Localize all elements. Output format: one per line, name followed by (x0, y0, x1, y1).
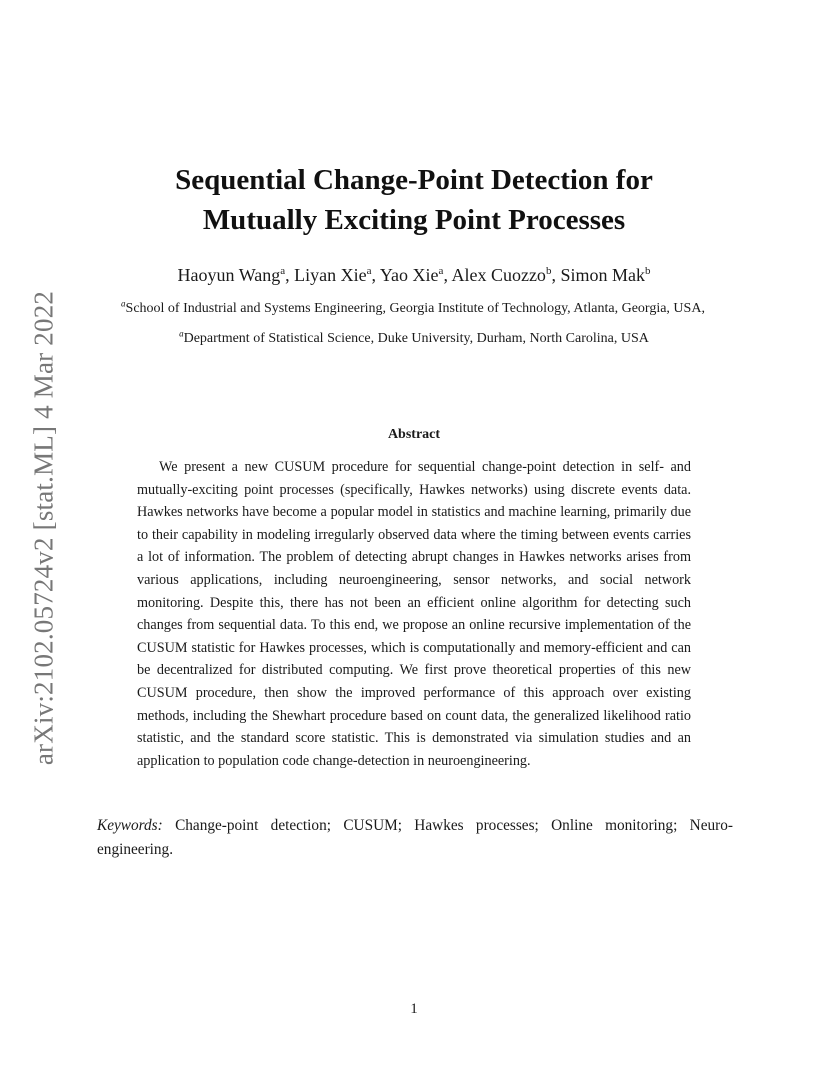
keywords-text: Change-point detection; CUSUM; Hawkes processes; Online monitoring; Neuro-engineering. (97, 817, 733, 858)
author-list (0, 262, 828, 288)
affiliation-duke: $^a$Department of Statistical Science, Duke University, Durham, North Carolina, USA (179, 328, 649, 346)
abstract-text: We present a new CUSUM procedure for sequential change-point detection in self- and mutually-exciting point processes (specifically, Hawkes networks) using discrete events data. Hawkes networks have become a popular model in statistics and machine learning, primarily due to their capability in modeling irregularly observed data where the timing between events carries a lot of information. The problem of detecting abrupt changes in Hawkes networks arises from various applications, including neuroengineering, sensor networks, and social network monitoring. Despite this, there has not been an efficient online algorithm for detecting such changes from sequential data. To this end, we propose an online recursive implementation of the CUSUM statistic for Hawkes processes, which is computationally and memory-efficient and can be decentralized for distributed computing. We first prove theoretical properties of this new CUSUM procedure, then show the improved performance of this approach over existing methods, including the Shewhart procedure based on count data, the generalized likelihood ratio statistic, and the standard score statistic. This is demonstrated via simulation studies and an application to population code change-detection in neuroengineering. (137, 459, 691, 769)
affiliation-marker: a (179, 328, 184, 339)
affiliation-georgia-tech: $^a$School of Industrial and Systems Engineering, Georgia Institute of Technology, Atlanta, Georgia, USA, (121, 298, 705, 316)
author: Simon Mak$^b$ (560, 265, 651, 285)
author: Liyan Xie$^a$, (294, 265, 380, 285)
title-line-1: Sequential Change-Point Detection for (175, 164, 653, 196)
author: Alex Cuozzo$^b$, (451, 265, 561, 285)
author: Haoyun Wang$^a$, (177, 265, 295, 285)
keywords-label: Keywords: (97, 817, 163, 834)
arxiv-identifier-stamp: arXiv:2102.05724v2 [stat.ML] 4 Mar 2022 (28, 290, 59, 766)
page-number: 1 (410, 1001, 418, 1017)
author: Yao Xie$^a$, (379, 265, 452, 285)
keywords (97, 814, 733, 862)
title-line-2: Mutually Exciting Point Processes (202, 204, 626, 236)
abstract-heading: Abstract (387, 427, 441, 442)
affiliation-marker: a (121, 298, 126, 309)
paper-title (0, 160, 828, 240)
